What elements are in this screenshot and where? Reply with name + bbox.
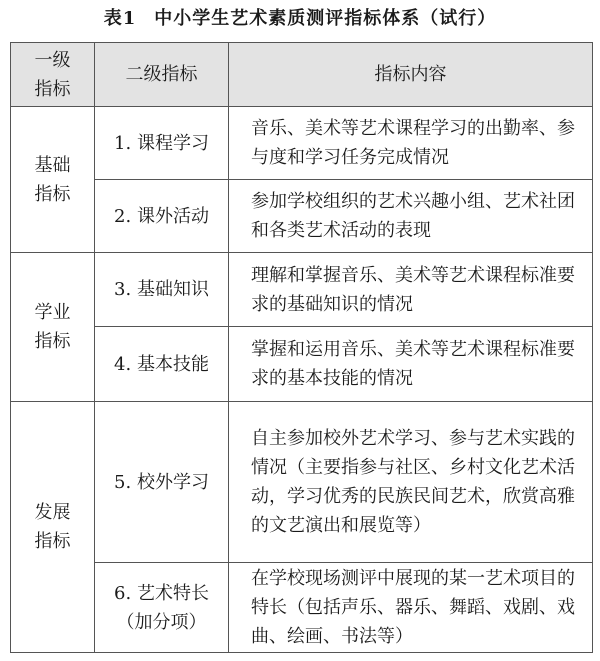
header-level2: 二级指标 <box>95 43 229 107</box>
table-row <box>11 180 593 253</box>
level2-basic-knowledge: 3. 基础知识 <box>95 253 229 327</box>
level1-academic: 学业 指标 <box>11 253 95 402</box>
table-row <box>11 563 593 653</box>
level2-extracurricular: 2. 课外活动 <box>95 180 229 253</box>
content-course-study: 音乐、美术等艺术课程学习的出勤率、参与度和学习任务完成情况 <box>229 107 593 180</box>
content-basic-knowledge: 理解和掌握音乐、美术等艺术课程标准要求的基础知识的情况 <box>229 253 593 327</box>
level1-basic: 基础 指标 <box>11 107 95 253</box>
level1-development: 发展 指标 <box>11 402 95 653</box>
table-row <box>11 402 593 563</box>
content-art-specialty: 在学校现场测评中展现的某一艺术项目的特长（包括声乐、器乐、舞蹈、戏剧、戏曲、绘画、书法等） <box>229 563 593 653</box>
header-content: 指标内容 <box>229 43 593 107</box>
level2-outside-learning: 5. 校外学习 <box>95 402 229 563</box>
header-row <box>11 43 593 107</box>
level2-basic-skills: 4. 基本技能 <box>95 327 229 402</box>
level2-art-specialty: 6. 艺术特长 （加分项） <box>95 563 229 653</box>
content-outside-learning: 自主参加校外艺术学习、参与艺术实践的情况（主要指参与社区、乡村文化艺术活动，学习优秀的民族民间艺术，欣赏高雅的文艺演出和展览等） <box>229 402 593 563</box>
content-basic-skills: 掌握和运用音乐、美术等艺术课程标准要求的基本技能的情况 <box>229 327 593 402</box>
evaluation-table <box>10 42 593 653</box>
table-number: 表1 <box>103 8 137 29</box>
table-row <box>11 327 593 402</box>
content-extracurricular: 参加学校组织的艺术兴趣小组、艺术社团和各类艺术活动的表现 <box>229 180 593 253</box>
table-row <box>11 107 593 180</box>
table-caption <box>0 4 600 30</box>
table-row <box>11 253 593 327</box>
header-level1: 一级 指标 <box>11 43 95 107</box>
table-title: 中小学生艺术素质测评指标体系（试行） <box>154 8 497 29</box>
level2-course-study: 1. 课程学习 <box>95 107 229 180</box>
